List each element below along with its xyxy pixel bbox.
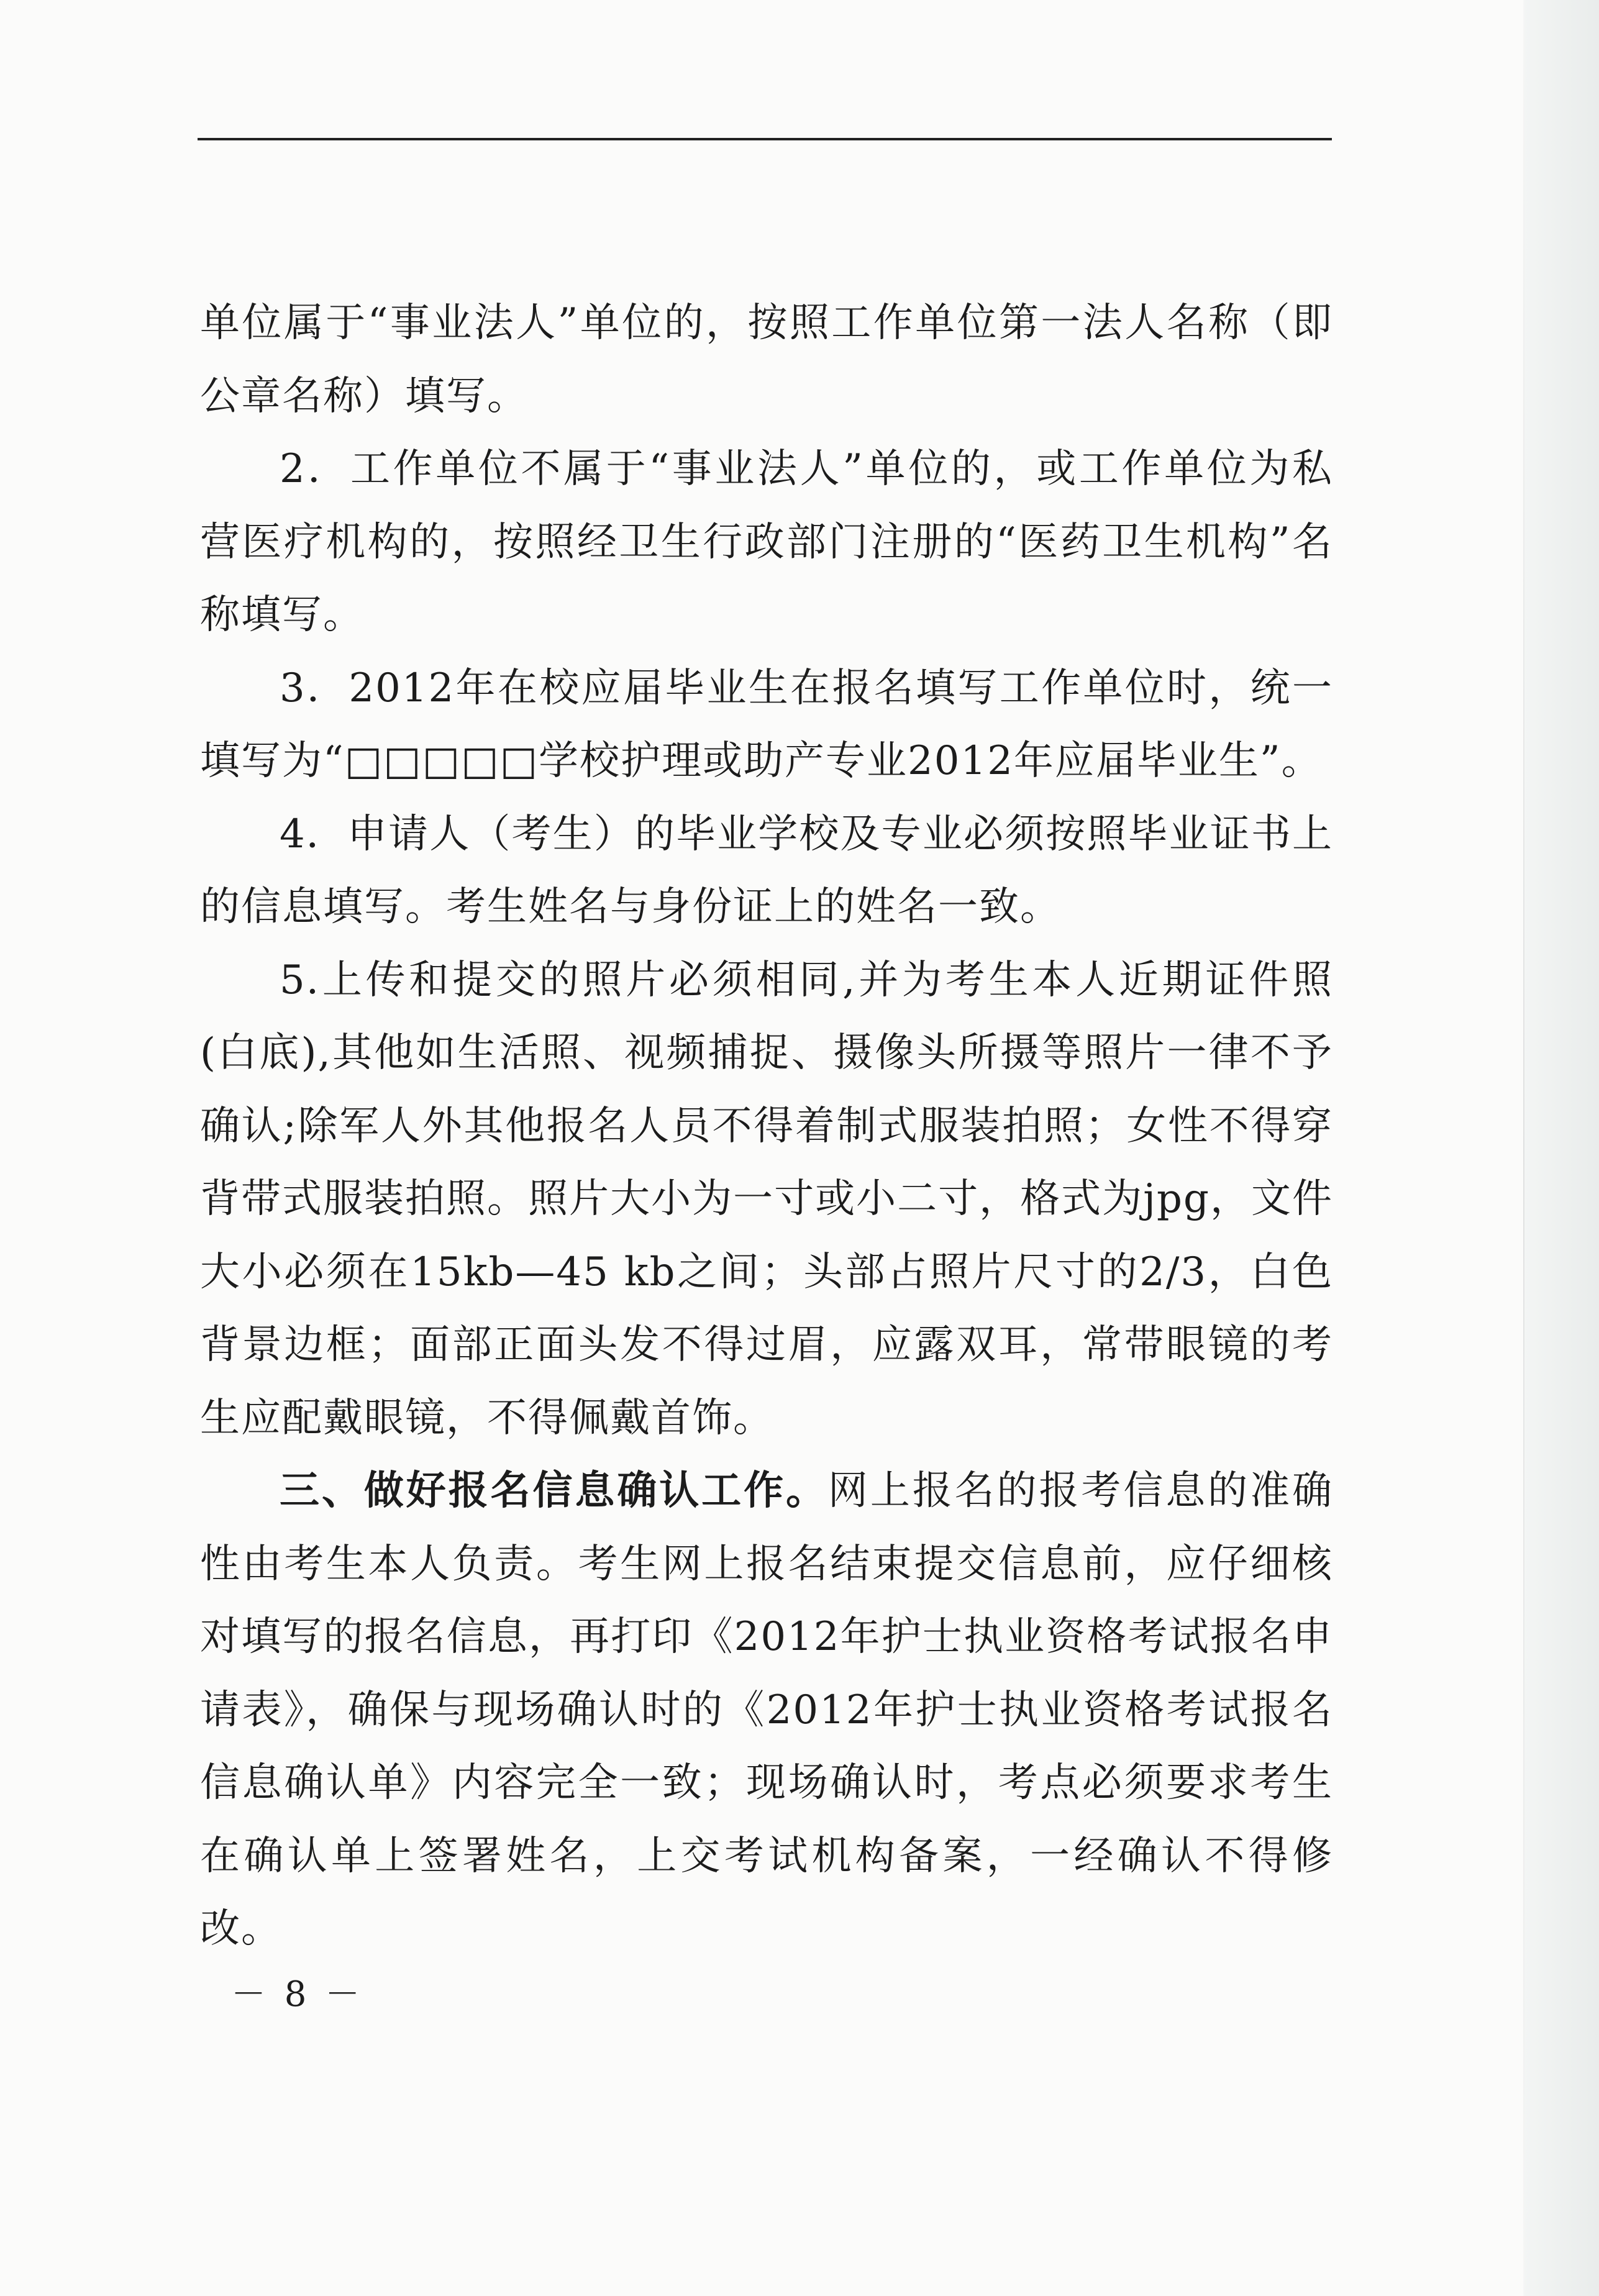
- paragraph-item-5: 5.上传和提交的照片必须相同,并为考生本人近期证件照(白底),其他如生活照、视频捕捉、摄像头所摄等照片一律不予确认;除军人外其他报名人员不得着制式服装拍照；女性不得穿背带式服装拍照。照片大小为一寸或小二寸，格式为jpg，文件大小必须在15kb—45 kb之间；头部占照片尺寸的2/3，白色背景边框；面部正面头发不得过眉，应露双耳，常带眼镜的考生应配戴眼镜，不得佩戴首饰。: [200, 957, 1333, 1441]
- paragraph-item-4: 4．申请人（考生）的毕业学校及专业必须按照毕业证书上的信息填写。考生姓名与身份证上的姓名一致。: [200, 811, 1333, 930]
- paragraph-section-three: [200, 1455, 1333, 1966]
- paragraph-item-3: 3．2012年在校应届毕业生在报名填写工作单位时，统一填写为“□□□□□学校护理或助产专业2012年应届毕业生”。: [200, 665, 1333, 784]
- section-three-heading: 三、做好报名信息确认工作。: [280, 1468, 828, 1514]
- section-three-text: 网上报名的报考信息的准确性由考生本人负责。考生网上报名结束提交信息前，应仔细核对填写的报名信息，再打印《2012年护士执业资格考试报名申请表》，确保与现场确认时的《2012年护士执业资格考试报名信息确认单》内容完全一致；现场确认时，考点必须要求考生在确认单上签署姓名，上交考试机构备案，一经确认不得修改。: [200, 1468, 1334, 1952]
- header-rule: [198, 138, 1332, 140]
- paragraph-continuation: 单位属于“事业法人”单位的，按照工作单位第一法人名称（即公章名称）填写。: [200, 300, 1333, 419]
- scan-edge-line: [1523, 0, 1524, 2296]
- page-number: － 8 －: [231, 1974, 364, 2015]
- scan-margin: [1524, 0, 1599, 2296]
- paragraph-item-2: 2．工作单位不属于“事业法人”单位的，或工作单位为私营医疗机构的，按照经卫生行政部门注册的“医药卫生机构”名称填写。: [200, 446, 1333, 638]
- document-body: [200, 287, 1333, 1966]
